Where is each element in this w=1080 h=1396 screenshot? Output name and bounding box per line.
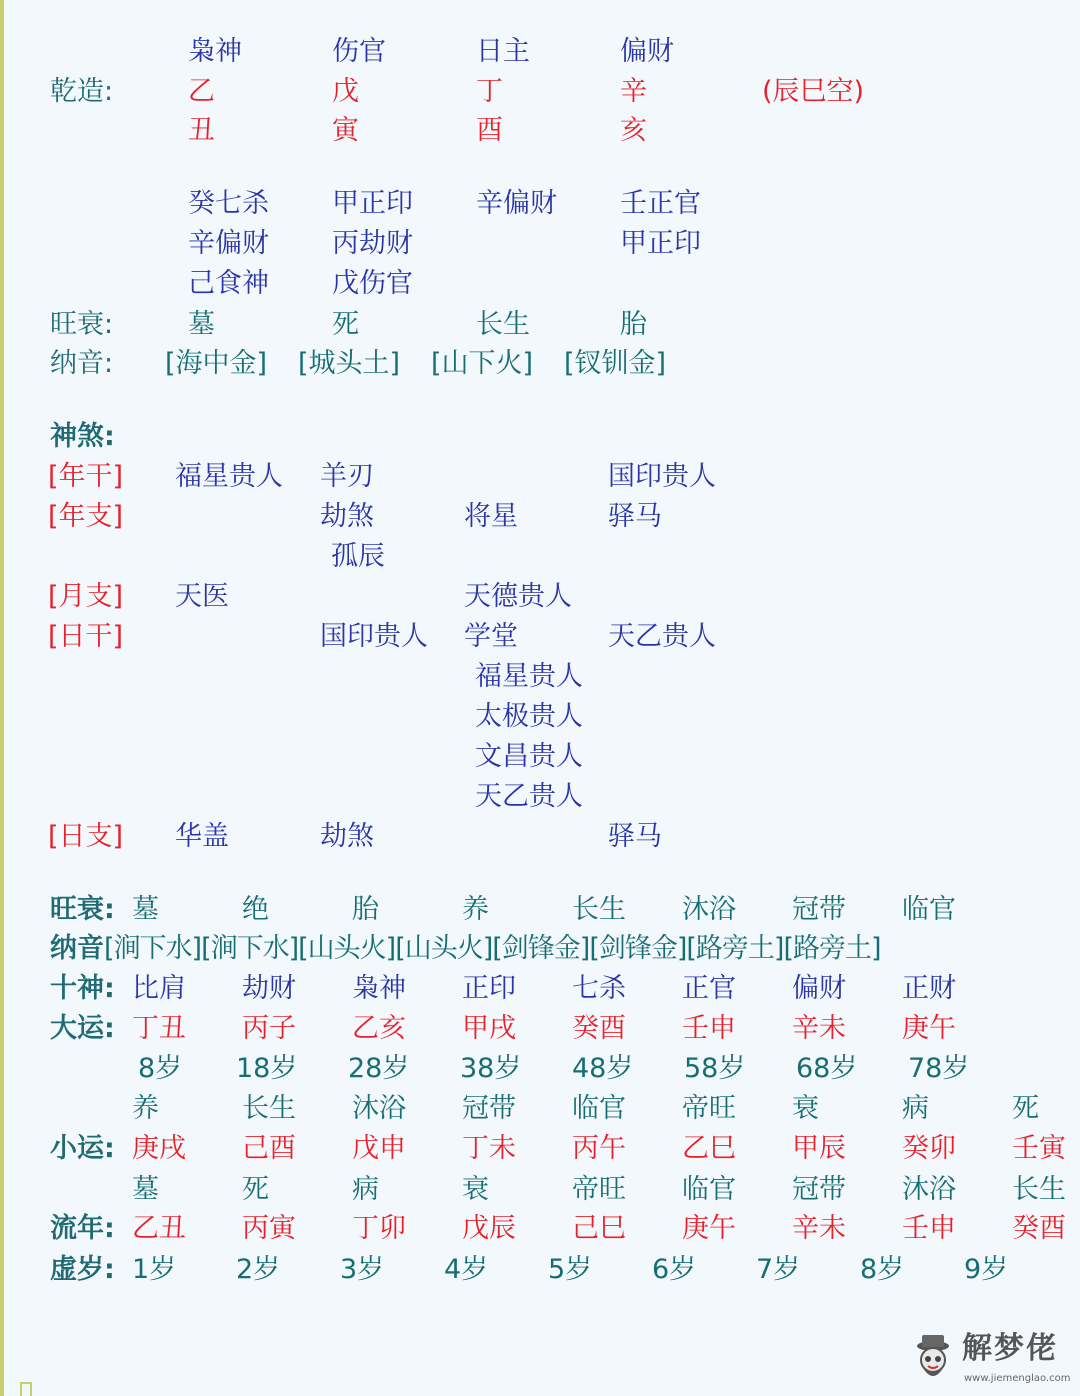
xiaoyun-value: 丁未: [462, 1133, 516, 1164]
watermark-text: 解梦佬: [962, 1331, 1058, 1366]
fortune-teller-icon: [908, 1332, 958, 1388]
dayun-age: 68岁: [796, 1053, 858, 1084]
hidden-stem: 辛偏财: [188, 228, 269, 259]
shishen-value: 比肩: [132, 973, 186, 1004]
xiaoyun-top: 养: [132, 1093, 159, 1124]
dayun-age: 48岁: [572, 1053, 634, 1084]
dayun-age: 58岁: [684, 1053, 746, 1084]
xiaoyun-value: 癸卯: [902, 1133, 956, 1164]
dayun-nayin: [涧下水][涧下水][山头火][山头火][剑锋金][剑锋金][路旁土][路旁土]: [104, 933, 881, 964]
shensha-item: 劫煞: [320, 821, 374, 852]
shishen-label: 十神:: [50, 973, 115, 1004]
xiaoyun-top: 帝旺: [682, 1093, 736, 1124]
xiaoyun-value: 丙午: [572, 1133, 626, 1164]
xiaoyun-top: 长生: [242, 1093, 296, 1124]
liunian-value: 庚午: [682, 1213, 736, 1244]
xiaoyun-top: 沐浴: [352, 1093, 406, 1124]
dayun-label: 大运:: [50, 1013, 115, 1044]
shensha-item: 学堂: [464, 621, 518, 652]
nayin-value: [城头土]: [298, 348, 401, 379]
shensha-item: 劫煞: [320, 501, 374, 532]
xusui-value: 4岁: [444, 1254, 489, 1285]
shensha-item: 天医: [175, 581, 229, 612]
dayun-age: 38岁: [460, 1053, 522, 1084]
shishen-value: 七杀: [572, 973, 626, 1004]
xiaoyun-bottom: 病: [352, 1174, 379, 1205]
wangshuai-value: 墓: [188, 309, 215, 340]
dayun-wangshuai: 墓: [132, 894, 159, 925]
nayin-label: 纳音:: [50, 348, 114, 379]
xusui-label: 虚岁:: [50, 1254, 115, 1285]
dayun-wangshuai: 长生: [572, 894, 626, 925]
shensha-item: 驿马: [608, 821, 662, 852]
xiaoyun-value: 乙巳: [682, 1133, 736, 1164]
shensha-title: 神煞:: [50, 421, 115, 452]
xusui-value: 9岁: [964, 1254, 1009, 1285]
shensha-row-label: [日干]: [48, 621, 124, 652]
liunian-label: 流年:: [50, 1213, 115, 1244]
dayun-value: 癸酉: [572, 1013, 626, 1044]
shishen-value: 正官: [682, 973, 736, 1004]
dayun-age: 8岁: [138, 1053, 183, 1084]
xiaoyun-bottom: 长生: [1012, 1174, 1066, 1205]
shishen-value: 劫财: [242, 973, 296, 1004]
hidden-stem: 壬正官: [620, 188, 701, 219]
liunian-value: 己巳: [572, 1213, 626, 1244]
hidden-stem: 甲正印: [620, 228, 701, 259]
dayun-wangshuai: 冠带: [792, 894, 846, 925]
shensha-item: 太极贵人: [475, 701, 583, 732]
liunian-value: 丙寅: [242, 1213, 296, 1244]
xusui-value: 7岁: [756, 1254, 801, 1285]
xusui-value: 3岁: [340, 1254, 385, 1285]
xiaoyun-value: 戊申: [352, 1133, 406, 1164]
xiaoyun-bottom: 衰: [462, 1174, 489, 1205]
hidden-stem: 己食神: [188, 268, 269, 299]
wangshuai-value: 胎: [620, 309, 647, 340]
xusui-value: 8岁: [860, 1254, 905, 1285]
shensha-item: 天乙贵人: [608, 621, 716, 652]
liunian-value: 丁卯: [352, 1213, 406, 1244]
shishen-value: 偏财: [792, 973, 846, 1004]
pillar-god-month: 伤官: [332, 36, 386, 67]
pillar-god-hour: 偏财: [620, 36, 674, 67]
liunian-value: 辛未: [792, 1213, 846, 1244]
dayun-wangshuai-label: 旺衰:: [50, 894, 115, 925]
qianzao-label: 乾造:: [50, 76, 114, 107]
xiaoyun-value: 甲辰: [792, 1133, 846, 1164]
liunian-value: 癸酉: [1012, 1213, 1066, 1244]
void-branches: (辰巳空): [762, 76, 865, 107]
wangshuai-value: 长生: [476, 309, 530, 340]
nayin-value: [钗钏金]: [564, 348, 667, 379]
dayun-value: 壬申: [682, 1013, 736, 1044]
shishen-value: 正印: [462, 973, 516, 1004]
xiaoyun-top: 死: [1012, 1093, 1039, 1124]
xiaoyun-value: 庚戌: [132, 1133, 186, 1164]
shensha-item: 孤辰: [331, 541, 385, 572]
xiaoyun-bottom: 临官: [682, 1174, 736, 1205]
dayun-nayin-label: 纳音: [50, 933, 104, 964]
branch-hour: 亥: [620, 115, 647, 146]
dayun-value: 乙亥: [352, 1013, 406, 1044]
xiaoyun-bottom: 死: [242, 1174, 269, 1205]
dayun-age: 78岁: [908, 1053, 970, 1084]
hidden-stem: 丙劫财: [332, 228, 413, 259]
hidden-stem: 戊伤官: [332, 268, 413, 299]
shensha-item: 国印贵人: [320, 621, 428, 652]
liunian-value: 戊辰: [462, 1213, 516, 1244]
shensha-row-label: [年支]: [48, 501, 124, 532]
xusui-value: 1岁: [132, 1254, 177, 1285]
wangshuai-label: 旺衰:: [50, 309, 114, 340]
xusui-value: 6岁: [652, 1254, 697, 1285]
shensha-item: 福星贵人: [175, 461, 283, 492]
dayun-value: 辛未: [792, 1013, 846, 1044]
shensha-item: 华盖: [175, 821, 229, 852]
xiaoyun-value: 己酉: [242, 1133, 296, 1164]
left-edge-bar: [0, 0, 4, 1396]
liunian-value: 壬申: [902, 1213, 956, 1244]
shensha-item: 天乙贵人: [475, 781, 583, 812]
xusui-value: 5岁: [548, 1254, 593, 1285]
xusui-value: 2岁: [236, 1254, 281, 1285]
dayun-value: 丁丑: [132, 1013, 186, 1044]
dayun-value: 庚午: [902, 1013, 956, 1044]
dayun-age: 28岁: [348, 1053, 410, 1084]
nayin-value: [海中金]: [165, 348, 268, 379]
stem-hour: 辛: [620, 76, 647, 107]
shensha-row-label: [年干]: [48, 461, 124, 492]
dayun-wangshuai: 临官: [902, 894, 956, 925]
xiaoyun-bottom: 沐浴: [902, 1174, 956, 1205]
xiaoyun-bottom: 帝旺: [572, 1174, 626, 1205]
shensha-row-label: [日支]: [48, 821, 124, 852]
xiaoyun-top: 临官: [572, 1093, 626, 1124]
liunian-value: 乙丑: [132, 1213, 186, 1244]
xiaoyun-bottom: 冠带: [792, 1174, 846, 1205]
stem-day: 丁: [476, 76, 503, 107]
shishen-value: 正财: [902, 973, 956, 1004]
xiaoyun-top: 病: [902, 1093, 929, 1124]
xiaoyun-top: 冠带: [462, 1093, 516, 1124]
dayun-wangshuai: 胎: [352, 894, 379, 925]
shensha-item: 国印贵人: [608, 461, 716, 492]
shensha-item: 福星贵人: [475, 661, 583, 692]
pillar-god-year: 枭神: [188, 36, 242, 67]
shensha-item: 将星: [464, 501, 518, 532]
xiaoyun-top: 衰: [792, 1093, 819, 1124]
watermark-url: www.jiemenglao.com: [964, 1373, 1071, 1384]
stem-year: 乙: [188, 76, 215, 107]
watermark: [908, 1330, 1078, 1392]
dayun-age: 18岁: [236, 1053, 298, 1084]
stem-month: 戊: [332, 76, 359, 107]
shensha-row-label: [月支]: [48, 581, 124, 612]
dayun-wangshuai: 绝: [242, 894, 269, 925]
dayun-wangshuai: 沐浴: [682, 894, 736, 925]
xiaoyun-value: 壬寅: [1012, 1133, 1066, 1164]
corner-mark: [20, 1382, 32, 1396]
branch-day: 酉: [476, 115, 503, 146]
xiaoyun-bottom: 墓: [132, 1174, 159, 1205]
dayun-value: 甲戌: [462, 1013, 516, 1044]
dayun-value: 丙子: [242, 1013, 296, 1044]
xiaoyun-label: 小运:: [50, 1133, 115, 1164]
pillar-god-day: 日主: [476, 36, 530, 67]
branch-month: 寅: [332, 115, 359, 146]
nayin-value: [山下火]: [431, 348, 534, 379]
hidden-stem: 癸七杀: [188, 188, 269, 219]
hidden-stem: 甲正印: [332, 188, 413, 219]
shensha-item: 文昌贵人: [475, 741, 583, 772]
shishen-value: 枭神: [352, 973, 406, 1004]
hidden-stem: 辛偏财: [476, 188, 557, 219]
shensha-item: 羊刃: [320, 461, 374, 492]
dayun-wangshuai: 养: [462, 894, 489, 925]
branch-year: 丑: [188, 115, 215, 146]
shensha-item: 驿马: [608, 501, 662, 532]
shensha-item: 天德贵人: [464, 581, 572, 612]
wangshuai-value: 死: [332, 309, 359, 340]
